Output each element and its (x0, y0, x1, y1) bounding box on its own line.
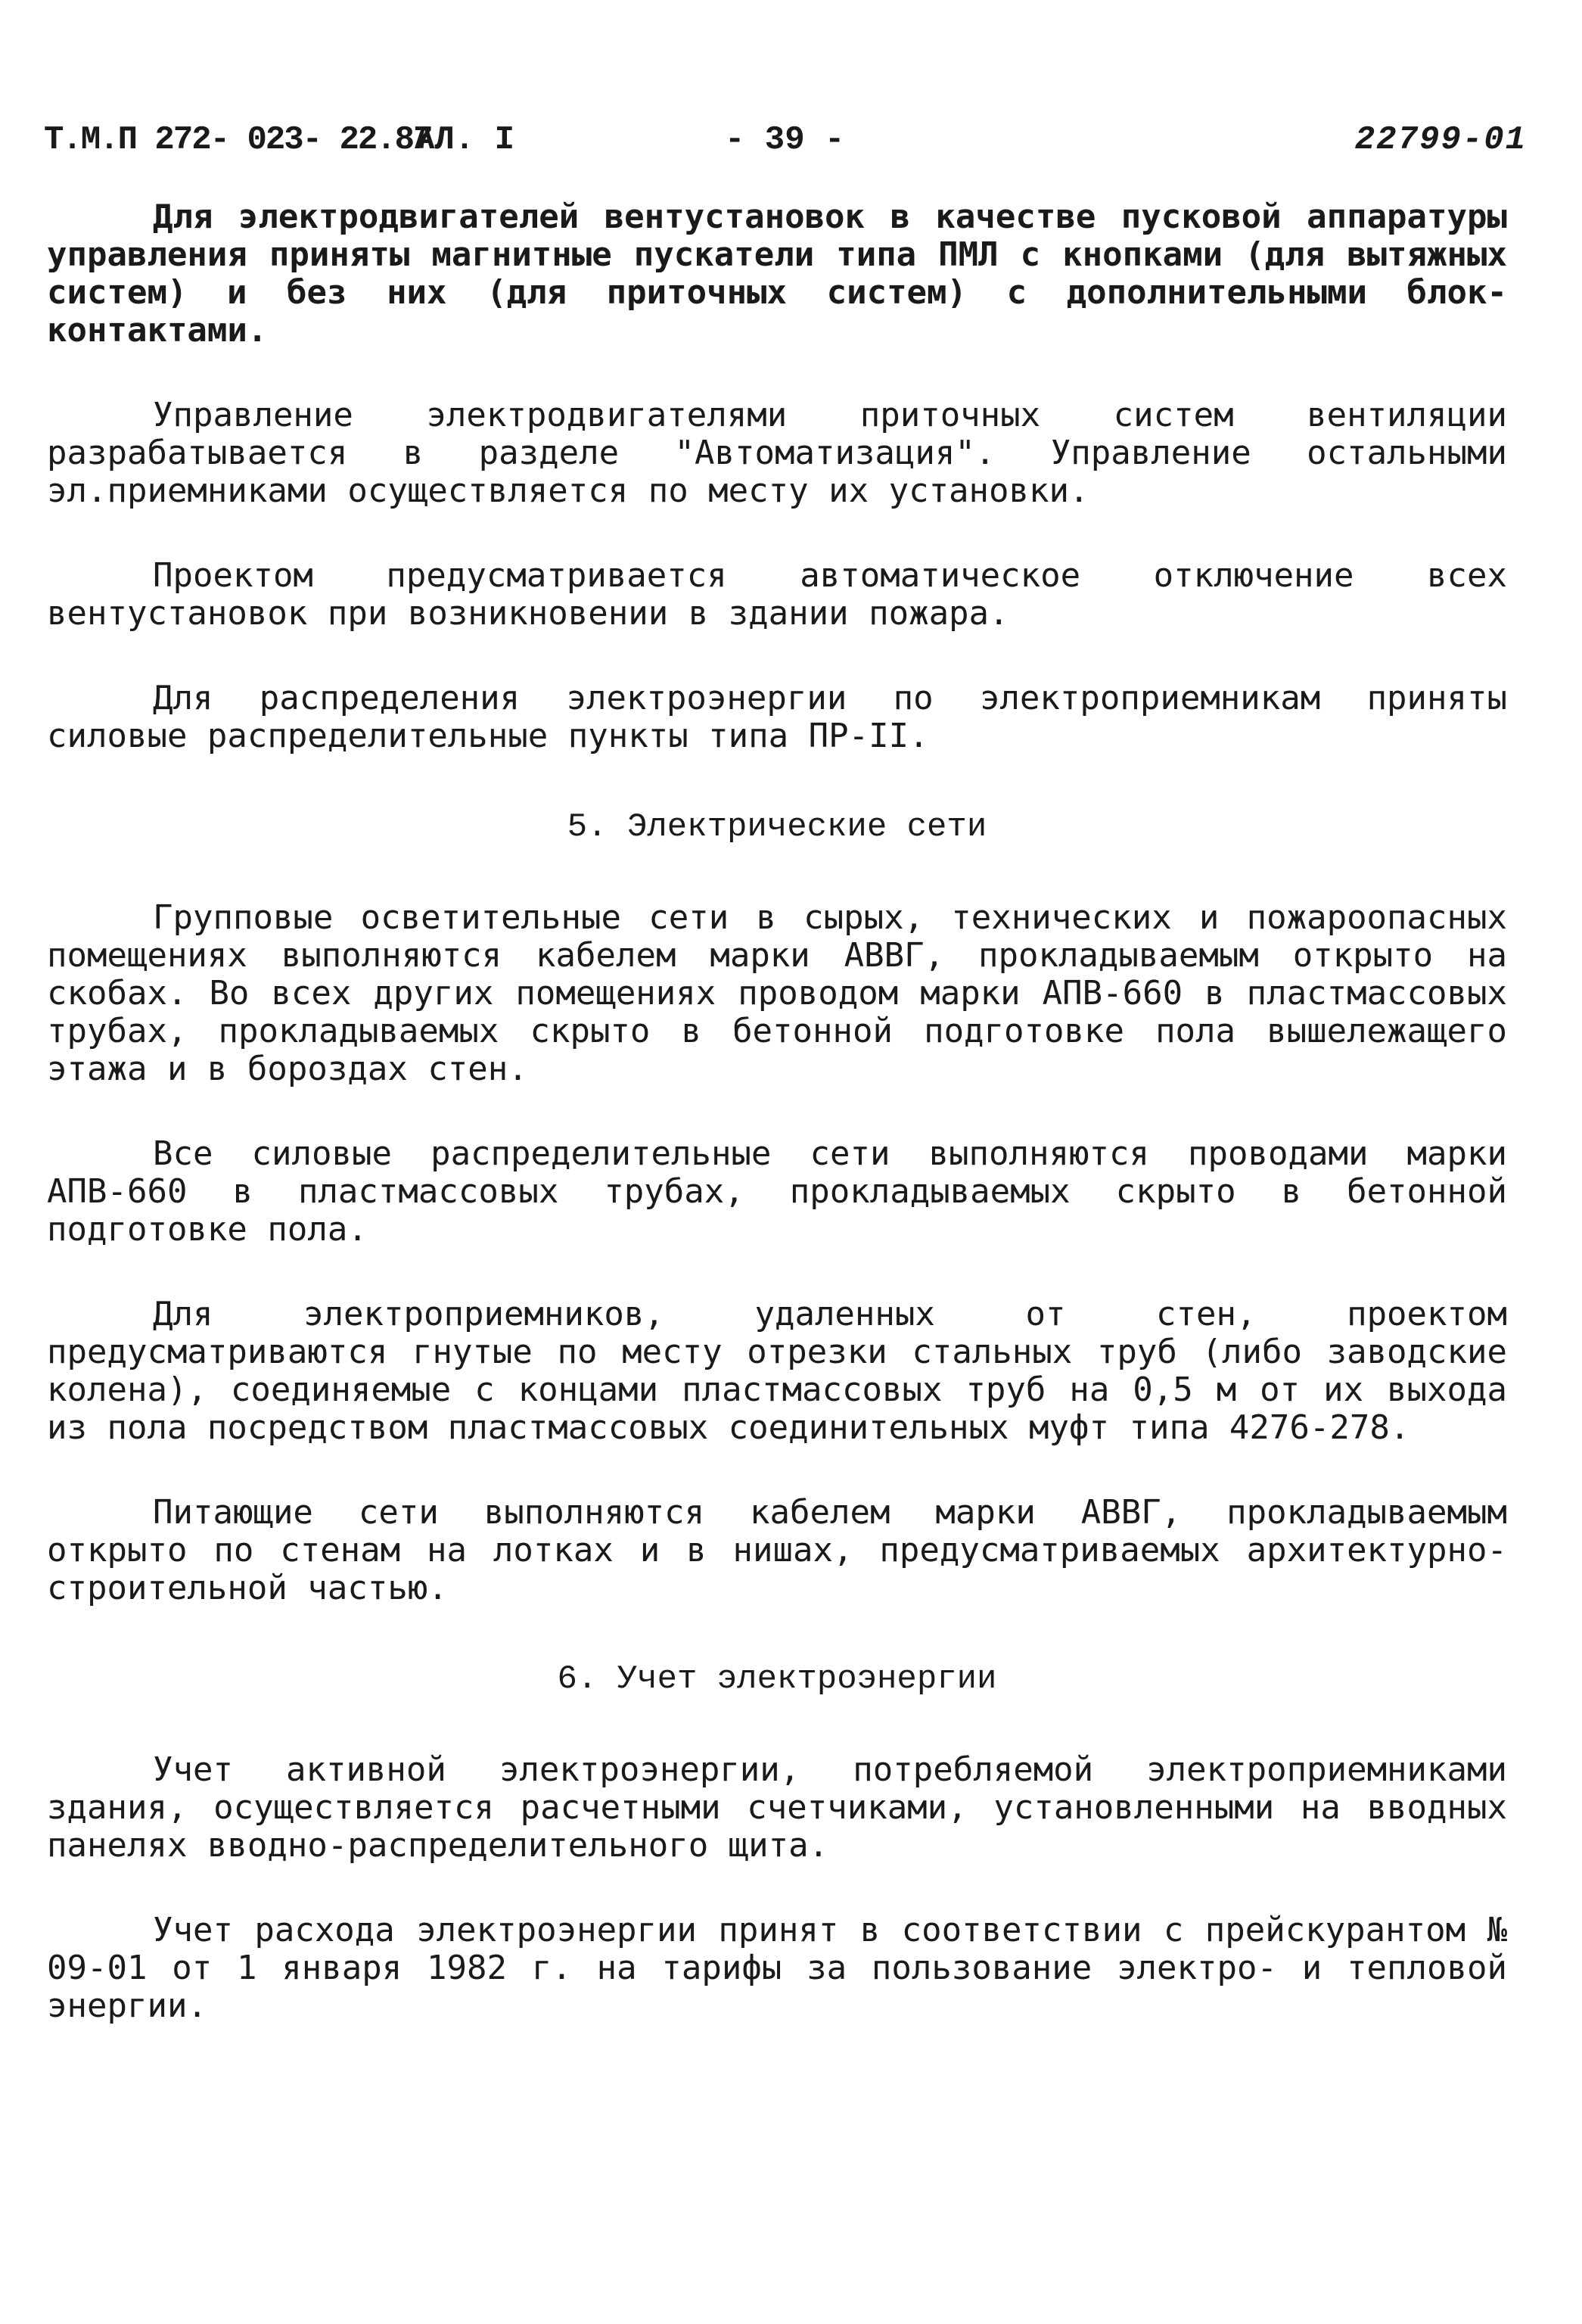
document-code: Т.М.П 272- 023- 22.87 (44, 121, 432, 159)
album-number: АЛ. I (415, 121, 515, 159)
paragraph: Учет расхода электроэнергии принят в соответствии с прейскурантом № 09-01 от 1 января 1982 г. на тарифы за пользование электро- и тепловой энергии. (47, 1911, 1507, 2025)
paragraph: Проектом предусматривается автоматическое отключение всех вентустановок при возникновении в здании пожара. (47, 556, 1507, 633)
page-number: - 39 - (725, 121, 845, 159)
paragraph: Для электродвигателей вентустановок в качестве пусковой аппаратуры управления приняты магнитные пускатели типа ПМЛ с кнопками (для вытяжных систем) и без них (для приточных систем) с дополнительными блок-контактами. (47, 198, 1507, 350)
paragraph: Групповые осветительные сети в сырых, технических и пожароопасных помещениях выполняются кабелем марки АВВГ, прокладываемым открыто на скобах. Во всех других помещениях проводом марки АПВ-660 в пластмассовых трубах, прокладываемых скрыто в бетонной подготовке пола вышележащего этажа и в бороздах стен. (47, 898, 1507, 1088)
paragraph: Для электроприемников, удаленных от стен, проектом предусматриваются гнутые по месту отрезки стальных труб (либо заводские колена), соединяемые с концами пластмассовых труб на 0,5 м от их выхода из пола посредством пластмассовых соединительных муфт типа 4276-278. (47, 1295, 1507, 1447)
paragraph: Все силовые распределительные сети выполняются проводами марки АПВ-660 в пластмассовых трубах, прокладываемых скрыто в бетонной подготовке пола. (47, 1134, 1507, 1249)
paragraph: Управление электродвигателями приточных систем вентиляции разрабатывается в разделе "Автоматизация". Управление остальными эл.приемниками осуществляется по месту их установки. (47, 396, 1507, 510)
section-heading: 5. Электрические сети (567, 808, 987, 846)
paragraph: Для распределения электроэнергии по электроприемникам приняты силовые распределительные пункты типа ПР-II. (47, 679, 1507, 755)
document-body (47, 198, 1507, 2072)
inventory-number: 22799-01 (1354, 121, 1527, 159)
page-header (44, 121, 1527, 166)
paragraph: Учет активной электроэнергии, потребляемой электроприемниками здания, осуществляется расчетными счетчиками, установленными на вводных панелях вводно-распределительного щита. (47, 1750, 1507, 1865)
paragraph: Питающие сети выполняются кабелем марки АВВГ, прокладываемым открыто по стенам на лотках и в нишах, предусматриваемых архитектурно-строительной частью. (47, 1493, 1507, 1607)
section-heading: 6. Учет электроэнергии (557, 1660, 997, 1698)
